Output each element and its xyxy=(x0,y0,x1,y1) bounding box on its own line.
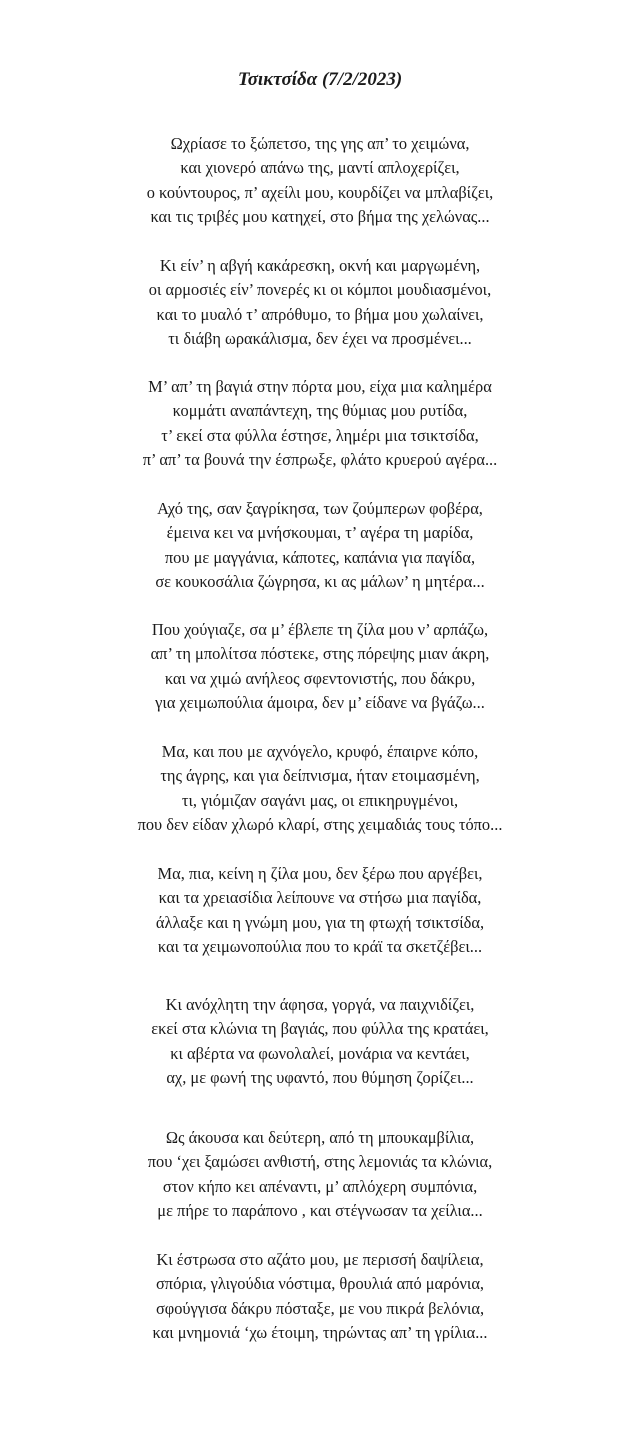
verse-line: οι αρμοσιές είν’ πονερές κι οι κόμποι μουδιασμένοι, xyxy=(148,280,492,300)
verse-line: Μ’ απ’ τη βαγιά στην πόρτα μου, είχα μια καλημέρα xyxy=(148,377,492,396)
verse-line: τ’ εκεί στα φύλλα έστησε, λημέρι μια τσικτσίδα, xyxy=(161,425,479,445)
stanza-10 xyxy=(0,1248,640,1345)
verse-line: σπόρια, γλιγούδια νόστιμα, θρουλιά από μαρόνια, xyxy=(155,1274,485,1294)
verse-line: Αχό της, σαν ξαγρίκησα, των ζούμπερων φοβέρα, xyxy=(157,499,483,518)
verse-line: και μνημονιά ‘χω έτοιμη, τηρώντας απ’ τη γρίλια... xyxy=(152,1322,488,1342)
verse-line: άλλαξε και η γνώμη μου, για τη φτωχή τσικτσίδα, xyxy=(155,912,485,932)
verse-line: απ’ τη μπολίτσα πόστεκε, στης πόρεψης μιαν άκρη, xyxy=(150,644,490,664)
verse-line: στον κήπο κει απέναντι, μ’ απλόχερη συμπόνια, xyxy=(162,1176,478,1196)
verse-line: και να χιμώ ανήλεος σφεντονιστής, που δάκρυ, xyxy=(164,668,476,688)
verse-line: και τις τριβές μου κατηχεί, στο βήμα της χελώνας... xyxy=(150,206,490,226)
verse-line: σε κουκοσάλια ζώγρησα, κι ας μάλων’ η μητέρα... xyxy=(155,571,485,591)
verse-line: Που χούγιαζε, σα μ’ έβλεπε τη ζίλα μου ν’ αρπάζω, xyxy=(151,620,489,639)
stanza-7 xyxy=(0,862,640,959)
verse-line: και τα χρειασίδια λείπουνε να στήσω μια παγίδα, xyxy=(158,888,482,908)
stanza-2 xyxy=(0,254,640,351)
stanza-3 xyxy=(0,375,640,472)
verse-line: της άγρης, και για δείπνισμα, ήταν ετοιμασμένη, xyxy=(160,766,480,786)
verse-line: και το μυαλό τ’ απρόθυμο, το βήμα μου χωλαίνει, xyxy=(156,304,484,324)
verse-line: και τα χειμωνοπούλια που το κράϊ τα σκετζέβει... xyxy=(157,936,483,956)
verse-line: Κι έστρωσα στο αζάτο μου, με περισσή δαψίλεια, xyxy=(156,1250,484,1269)
poem-title: Τσικτσίδα (7/2/2023) xyxy=(237,69,403,90)
verse-line: για χειμωπούλια άμοιρα, δεν μ’ είδανε να βγάζω... xyxy=(155,692,485,712)
verse-line: Κι είν’ η αβγή κακάρεσκη, οκνή και μαργωμένη, xyxy=(159,256,481,275)
verse-line: εκεί στα κλώνια τη βαγιάς, που φύλλα της κρατάει, xyxy=(151,1019,489,1039)
verse-line: που ‘χει ξαμώσει ανθιστή, στης λεμονιάς τα κλώνια, xyxy=(147,1152,493,1172)
verse-line: Κι ανόχλητη την άφησα, γοργά, να παιχνιδίζει, xyxy=(165,995,475,1014)
verse-line: Μα, και που με αχνόγελο, κρυφό, έπαιρνε κόπο, xyxy=(161,742,479,761)
stanza-6 xyxy=(0,740,640,837)
verse-line: κι αβέρτα να φωνολαλεί, μονάρια να κεντάει, xyxy=(170,1043,470,1063)
stanza-5 xyxy=(0,618,640,715)
verse-line: έμεινα κει να μνήσκουμαι, τ’ αγέρα τη μαρίδα, xyxy=(166,523,474,543)
verse-line: με πήρε το παράπονο , και στέγνωσαν τα χείλια... xyxy=(157,1200,483,1220)
verse-line: αχ, με φωνή της υφαντό, που θύμηση ζορίζει... xyxy=(166,1067,474,1087)
verse-line: και χιονερό απάνω της, μαντί απλοχερίζει, xyxy=(180,158,460,178)
stanza-9 xyxy=(0,1126,640,1223)
verse-line: τι διάβη ωρακάλισμα, δεν έχει να προσμένει... xyxy=(168,328,472,348)
verse-line: Ωχρίασε το ξώπετσο, της γης απ’ το χειμώνα, xyxy=(170,134,470,153)
verse-line: π’ απ’ τα βουνά την έσπρωξε, φλάτο κρυερού αγέρα... xyxy=(142,449,498,469)
verse-line: ο κούντουρος, π’ αχείλι μου, κουρδίζει να μπλαβίζει, xyxy=(146,182,494,202)
stanza-1 xyxy=(0,132,640,229)
stanza-8 xyxy=(0,993,640,1090)
verse-line: που δεν είδαν χλωρό κλαρί, στης χειμαδιάς τους τόπο... xyxy=(137,814,503,834)
verse-line: κομμάτι αναπάντεχη, της θύμιας μου ρυτίδα, xyxy=(172,401,468,421)
verse-line: Μα, πια, κείνη η ζίλα μου, δεν ξέρω που αργέβει, xyxy=(157,864,483,883)
verse-line: τι, γιόμιζαν σαγάνι μας, οι επικηρυγμένοι, xyxy=(181,790,459,810)
verse-line: Ως άκουσα και δεύτερη, από τη μπουκαμβίλια, xyxy=(165,1128,475,1147)
stanza-4 xyxy=(0,497,640,594)
verse-line: σφούγγισα δάκρυ πόσταξε, με νου πικρά βελόνια, xyxy=(155,1298,485,1318)
verse-line: που με μαγγάνια, κάποτες, καπάνια για παγίδα, xyxy=(164,547,476,567)
